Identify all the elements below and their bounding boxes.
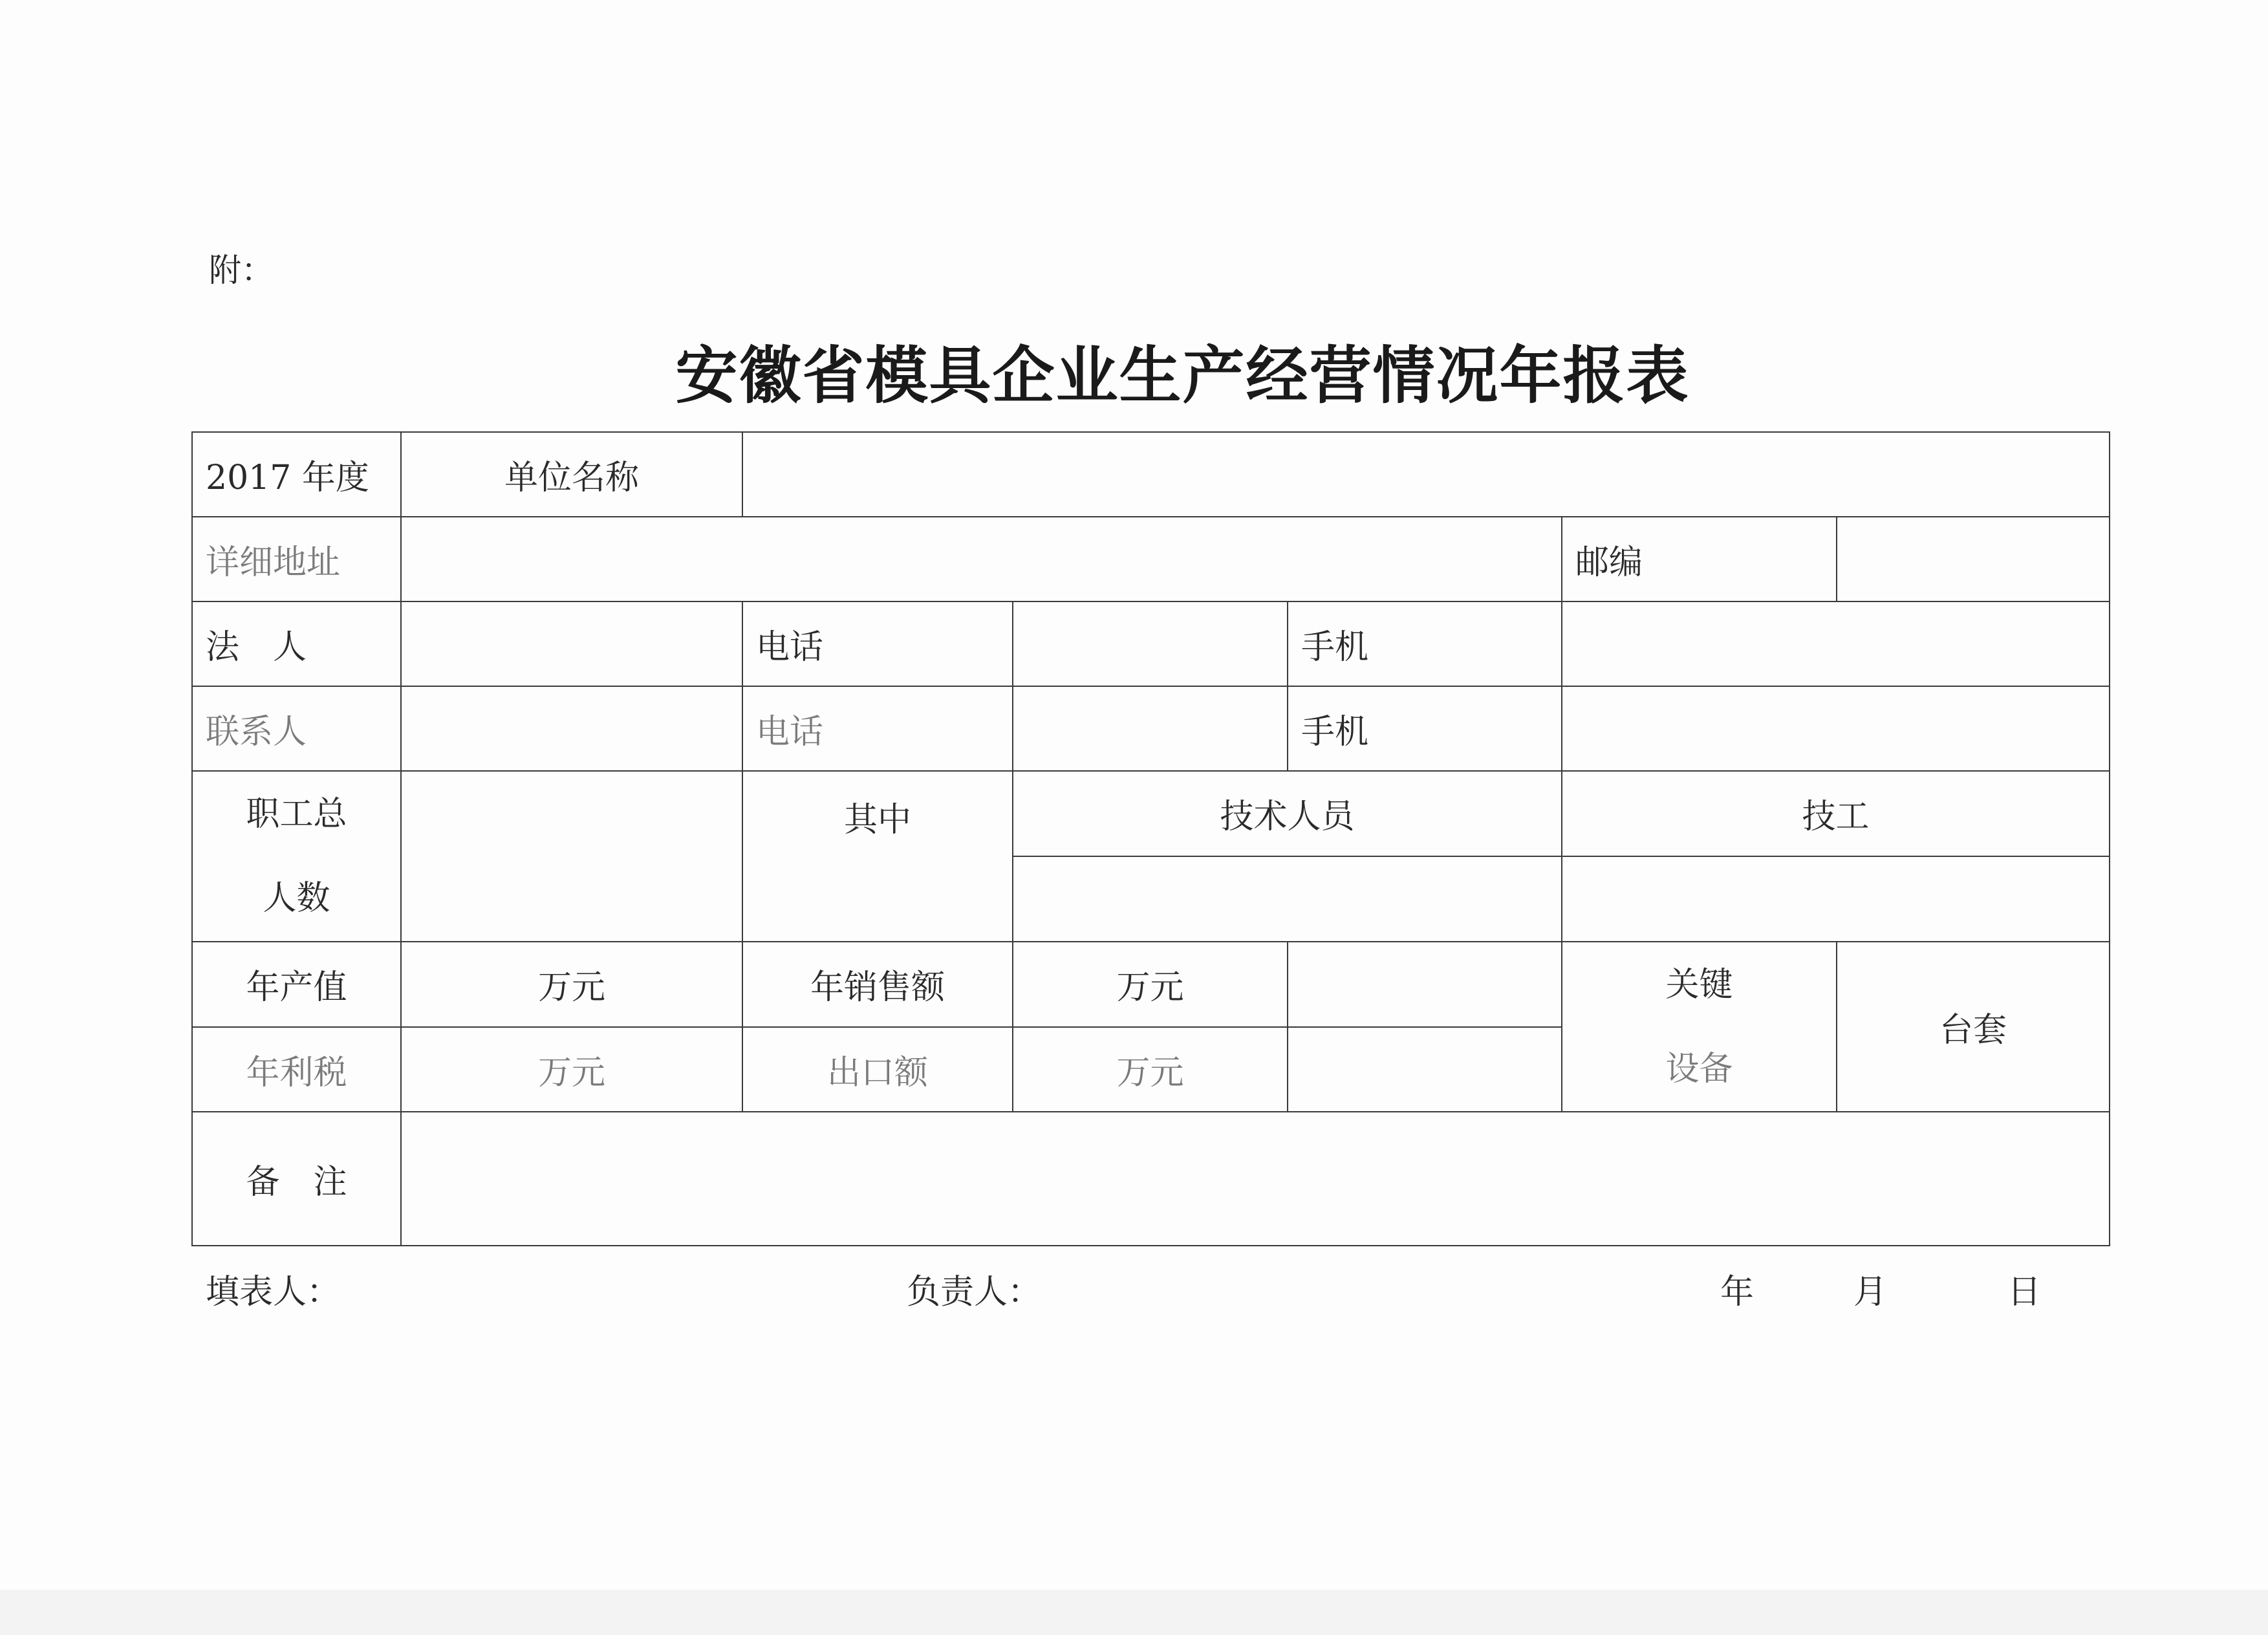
remarks-label: 备 注 (192, 1112, 401, 1246)
legal-person-phone-field[interactable] (1013, 601, 1288, 686)
among-label: 其中 (742, 771, 1013, 942)
date-day-label: 日 (2007, 1273, 2042, 1312)
date-year-label: 年 (1720, 1273, 1755, 1312)
postcode-label: 邮编 (1562, 517, 1837, 601)
annual-output-label: 年产值 (192, 942, 401, 1027)
row-contact (192, 686, 2110, 771)
year-label: 2017 年度 (192, 432, 401, 517)
attachment-label: 附： (209, 252, 274, 289)
annual-sales-unit: 万元 (1013, 942, 1288, 1027)
annual-report-form (191, 431, 2110, 1246)
address-label: 详细地址 (192, 517, 401, 601)
annual-output-extra-field[interactable] (1288, 942, 1562, 1027)
row-staff-header (192, 771, 2110, 856)
filler-label: 填表人： (206, 1273, 341, 1312)
key-equipment-label (1562, 942, 1837, 1112)
unit-name-field[interactable] (742, 432, 2110, 517)
responsible-label: 负责人： (907, 1273, 1042, 1312)
address-field[interactable] (401, 517, 1562, 601)
legal-person-label: 法 人 (192, 601, 401, 686)
contact-phone-field[interactable] (1013, 686, 1288, 771)
technical-staff-field[interactable] (1013, 856, 1562, 942)
key-equipment-label-line1: 关键 (1665, 965, 1733, 1004)
row-output (192, 942, 2110, 1027)
export-label: 出口额 (742, 1027, 1013, 1112)
contact-label: 联系人 (192, 686, 401, 771)
technician-label: 技工 (1562, 771, 2110, 856)
annual-tax-label: 年利税 (192, 1027, 401, 1112)
scan-bottom-edge (0, 1590, 2268, 1635)
row-address (192, 517, 2110, 601)
row-unit (192, 432, 2110, 517)
annual-tax-unit: 万元 (401, 1027, 742, 1112)
legal-person-phone-label: 电话 (742, 601, 1013, 686)
annual-tax-extra-field[interactable] (1288, 1027, 1562, 1112)
staff-total-label (192, 771, 401, 942)
unit-name-label: 单位名称 (401, 432, 742, 517)
annual-sales-label: 年销售额 (742, 942, 1013, 1027)
row-remarks (192, 1112, 2110, 1246)
contact-phone-label: 电话 (742, 686, 1013, 771)
remarks-field[interactable] (401, 1112, 2110, 1246)
sets-label: 台套 (1837, 942, 2110, 1112)
legal-person-mobile-field[interactable] (1562, 601, 2110, 686)
staff-total-label-line2: 人数 (263, 878, 330, 918)
legal-person-field[interactable] (401, 601, 742, 686)
legal-person-mobile-label: 手机 (1288, 601, 1562, 686)
form-title: 安徽省模具企业生产经营情况年报表 (675, 339, 1690, 412)
postcode-field[interactable] (1837, 517, 2110, 601)
staff-total-label-line1: 职工总 (246, 794, 347, 834)
contact-mobile-field[interactable] (1562, 686, 2110, 771)
date-month-label: 月 (1853, 1273, 1888, 1312)
technician-field[interactable] (1562, 856, 2110, 942)
contact-mobile-label: 手机 (1288, 686, 1562, 771)
key-equipment-label-line2: 设备 (1665, 1049, 1733, 1088)
staff-total-field[interactable] (401, 771, 742, 942)
technical-staff-label: 技术人员 (1013, 771, 1562, 856)
export-unit: 万元 (1013, 1027, 1288, 1112)
row-legal-person (192, 601, 2110, 686)
annual-output-unit: 万元 (401, 942, 742, 1027)
contact-field[interactable] (401, 686, 742, 771)
